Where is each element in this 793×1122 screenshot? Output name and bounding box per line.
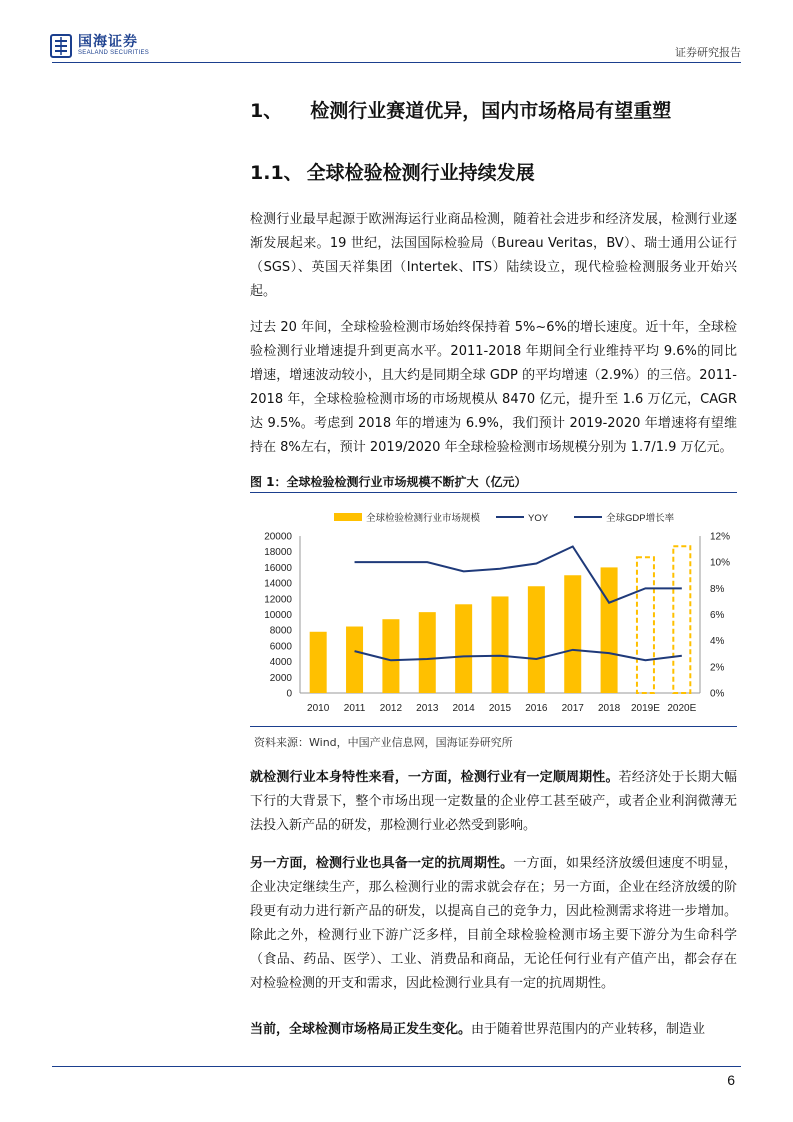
- y-right-tick-label: 6%: [710, 610, 725, 621]
- x-tick-label: 2010: [307, 703, 330, 714]
- y-right-tick-label: 8%: [710, 583, 725, 595]
- y-right-tick-label: 0%: [710, 688, 725, 700]
- figure-source: 资料来源：Wind，中国产业信息网，国海证券研究所: [254, 736, 513, 749]
- section-title: 检测行业赛道优异，国内市场格局有望重塑: [310, 100, 672, 122]
- bar: [419, 612, 436, 693]
- paragraph-countercyclical-body: 一方面，如果经济放缓但速度不明显，企业决定继续生产，那么检测行业的需求就会存在；另一方面，企业在经济放缓的阶段更有动力进行新产品的研发，以提高自己的竞争力，因此检测需求将进一步增加。除此之外，检测行业下游广泛多样，目前全球检验检测市场主要下游分为生命科学（食品、药品、医学）、工业、消费品和商品，无论任何行业有产值产出，都会存在对检验检测的开支和需求，因此检测行业具有一定的抗周期性。: [250, 856, 737, 991]
- logo-chinese-name: 国海证券: [78, 34, 138, 50]
- y-left-tick-label: 10000: [264, 610, 292, 621]
- y-left-tick-label: 6000: [269, 641, 292, 653]
- page-number: 6: [727, 1072, 735, 1088]
- paragraph-market-change-body: 由于随着世界范围内的产业转移，制造业: [471, 1022, 706, 1037]
- header-divider: [52, 62, 741, 63]
- paragraph-market-change-lead: 当前，全球检测市场格局正发生变化。: [250, 1022, 472, 1037]
- y-left-tick-label: 18000: [264, 547, 292, 559]
- paragraph-procyclical: [250, 766, 737, 838]
- y-left-tick-label: 4000: [269, 657, 292, 669]
- section-number: 1、: [250, 100, 283, 122]
- market-size-chart: [250, 500, 737, 722]
- x-tick-label: 2017: [561, 703, 584, 714]
- paragraph-countercyclical: [250, 852, 737, 996]
- paragraph-countercyclical-lead: 另一方面，检测行业也具备一定的抗周期性。: [250, 856, 514, 871]
- paragraph-market-change: [250, 1018, 737, 1042]
- y-left-tick-label: 8000: [269, 625, 292, 637]
- company-logo: [50, 34, 149, 58]
- y-left-tick-label: 16000: [264, 562, 292, 574]
- x-tick-label: 2018: [597, 703, 621, 714]
- report-type-label: 证券研究报告: [675, 46, 741, 59]
- bar: [382, 619, 399, 693]
- yoy-line: [355, 546, 682, 602]
- x-tick-label: 2012: [379, 703, 403, 714]
- y-right-tick-label: 10%: [710, 557, 731, 569]
- gdp-growth-line: [355, 650, 682, 660]
- y-left-tick-label: 20000: [264, 531, 292, 543]
- footer-divider: [52, 1066, 741, 1067]
- y-right-tick-label: 4%: [710, 636, 725, 648]
- x-tick-label: 2016: [525, 703, 548, 714]
- legend-label-yoy: YOY: [528, 513, 549, 524]
- paragraph-procyclical-body: 若经济处于长期大幅下行的大背景下，整个市场出现一定数量的企业停工甚至破产，或者企业利润微薄无法投入新产品的研发，那检测行业必然受到影响。: [250, 770, 737, 833]
- y-left-tick-label: 14000: [264, 578, 292, 590]
- subsection-title: 全球检验检测行业持续发展: [306, 162, 535, 184]
- bar: [601, 567, 618, 693]
- bar: [528, 586, 545, 693]
- legend-label-gdp: 全球GDP增长率: [606, 513, 675, 524]
- bar: [310, 632, 327, 693]
- x-tick-label: 2019E: [630, 703, 660, 714]
- sealand-logo-icon: [50, 34, 72, 58]
- logo-english-name: SEALAND SECURITIES: [78, 50, 150, 56]
- y-right-tick-label: 2%: [710, 662, 725, 674]
- bar: [346, 627, 363, 693]
- paragraph-market-growth: 过去 20 年间，全球检验检测市场始终保持着 5%~6%的增长速度。近十年，全球检验检测行业增速提升到更高水平。2011-2018 年期间全行业维持平均 9.6%的同比增速，增速波动较小，且大约是同期全球 GDP 的平均增速（2.9%）的三倍。2011-2018 年，全球检验检测市场的市场规模从 8470 亿元，提升至 1.6 万亿元，CAGR 达 9.5%。考虑到 2018 年的增速为 6.9%，我们预计 2019-2020 年增速将有望维持在 8%左右，预计 2019/2020 年全球检验检测市场规模分别为 1.7/1.9 万亿元。: [250, 320, 737, 455]
- legend-label-market-size: 全球检验检测行业市场规模: [366, 513, 481, 524]
- subsection-heading: [250, 158, 535, 185]
- x-tick-label: 2014: [452, 703, 475, 714]
- figure-title: 图 1：全球检验检测行业市场规模不断扩大（亿元）: [250, 472, 737, 493]
- bar: [455, 604, 472, 693]
- figure-bottom-divider: [250, 726, 737, 727]
- y-left-tick-label: 2000: [269, 672, 292, 684]
- bar: [564, 575, 581, 693]
- bar-estimate: [637, 557, 654, 693]
- y-right-tick-label: 12%: [710, 531, 731, 543]
- y-left-tick-label: 12000: [264, 594, 292, 606]
- bar-estimate: [673, 546, 690, 693]
- subsection-number: 1.1、: [250, 162, 303, 184]
- legend-swatch-market-size: [334, 513, 362, 521]
- x-tick-label: 2020E: [667, 703, 697, 714]
- x-tick-label: 2011: [343, 703, 366, 714]
- x-tick-label: 2013: [416, 703, 439, 714]
- y-left-tick-label: 0: [286, 688, 292, 700]
- paragraph-history: 检测行业最早起源于欧洲海运行业商品检测，随着社会进步和经济发展，检测行业逐渐发展起来。19 世纪，法国国际检验局（Bureau Veritas，BV）、瑞士通用公证行（SGS）、英国天祥集团（Intertek、ITS）陆续设立，现代检验检测服务业开始兴起。: [250, 212, 737, 299]
- x-tick-label: 2015: [488, 703, 512, 714]
- bar: [492, 596, 509, 693]
- section-heading: [250, 96, 671, 123]
- paragraph-procyclical-lead: 就检测行业本身特性来看，一方面，检测行业有一定顺周期性。: [250, 770, 619, 785]
